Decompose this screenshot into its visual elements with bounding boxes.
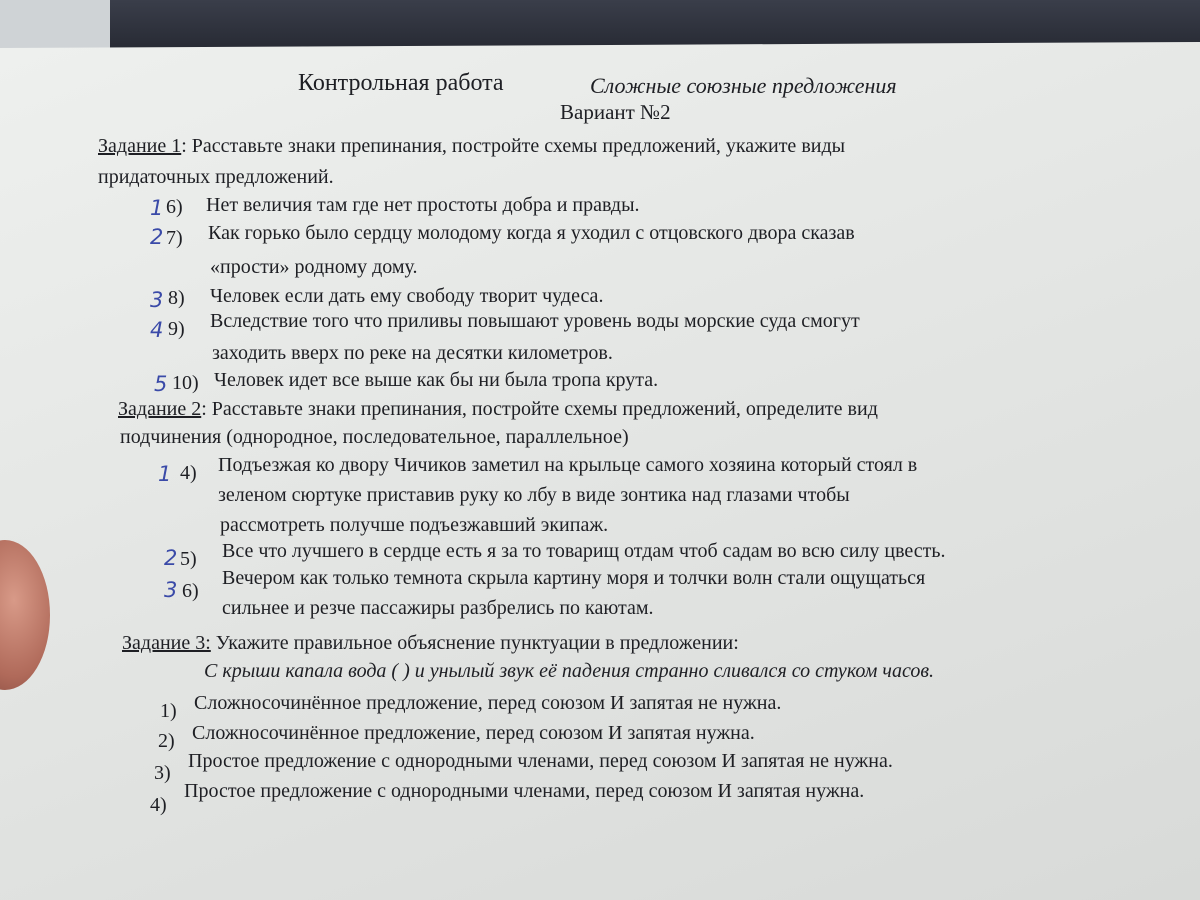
list-item-num: 6) <box>166 196 183 218</box>
handwritten-mark: 2 <box>150 225 164 249</box>
task2-instruction-text: : Расставьте знаки препинания, постройте схемы предложений, определите вид <box>201 398 878 420</box>
option-text: Сложносочинённое предложение, перед союзом И запятая нужна. <box>192 722 755 744</box>
list-item-text: Человек идет все выше как бы ни была тропа крута. <box>214 369 659 391</box>
option-text: Простое предложение с однородными членами, перед союзом И запятая не нужна. <box>188 750 893 772</box>
handwritten-mark: 2 <box>164 546 178 570</box>
list-item-text: Все что лучшего в сердце есть я за то товарищ отдам чтоб садам во всю силу цвесть. <box>222 540 946 562</box>
task1-instruction-cont: придаточных предложений. <box>98 166 334 188</box>
handwritten-mark: 1 <box>158 462 172 486</box>
task2-instruction <box>118 398 878 421</box>
doc-subtitle: Сложные союзные предложения <box>590 73 897 98</box>
list-item-num: 4) <box>180 462 197 484</box>
list-item-num: 5) <box>180 548 197 570</box>
list-item-text: Подъезжая ко двору Чичиков заметил на крыльце самого хозяина который стоял в <box>218 454 918 476</box>
option-num: 3) <box>154 762 171 784</box>
option-text: Сложносочинённое предложение, перед союзом И запятая не нужна. <box>194 692 782 714</box>
list-item-num: 7) <box>166 227 183 249</box>
list-item-text-cont: рассмотреть получше подъезжавший экипаж. <box>220 514 609 536</box>
option-num: 2) <box>158 730 175 752</box>
list-item-num: 10) <box>172 372 199 394</box>
list-item-text: Вечером как только темнота скрыла картину моря и толчки волн стали ощущаться <box>222 567 926 589</box>
task3-sentence: С крыши капала вода ( ) и унылый звук её падения странно сливался со стуком часов. <box>204 660 935 682</box>
list-item-text-cont: заходить вверх по реке на десятки километров. <box>212 342 613 364</box>
list-item-num: 6) <box>182 580 199 602</box>
option-text: Простое предложение с однородными членами, перед союзом И запятая нужна. <box>184 780 865 802</box>
list-item-text-cont: «прости» родному дому. <box>210 256 418 278</box>
doc-title: Контрольная работа <box>298 70 504 96</box>
handwritten-mark: 3 <box>164 578 178 602</box>
task1-instruction <box>98 135 845 158</box>
list-item-text: Нет величия там где нет простоты добра и правды. <box>206 194 640 216</box>
list-item-text-cont: сильнее и резче пассажиры разбрелись по каютам. <box>222 597 654 619</box>
list-item-text: Как горько было сердцу молодому когда я уходил с отцовского двора сказав <box>208 222 855 244</box>
task2-instruction-cont: подчинения (однородное, последовательное, параллельное) <box>120 426 629 448</box>
list-item-num: 8) <box>168 287 185 309</box>
handwritten-mark: 5 <box>154 372 168 396</box>
list-item-text: Вследствие того что приливы повышают уровень воды морские суда смогут <box>210 310 860 332</box>
option-num: 1) <box>160 700 177 722</box>
list-item-text-cont: зеленом сюртуке приставив руку ко лбу в виде зонтика над глазами чтобы <box>218 484 850 506</box>
handwritten-mark: 1 <box>150 196 164 220</box>
task2-label: Задание 2 <box>118 398 202 420</box>
task1-instruction-text: : Расставьте знаки препинания, постройте схемы предложений, укажите виды <box>181 135 846 157</box>
handwritten-mark: 4 <box>150 318 164 342</box>
handwritten-mark: 3 <box>150 288 164 312</box>
option-num: 4) <box>150 794 167 816</box>
task3-label: Задание 3: <box>122 632 211 654</box>
list-item-text: Человек если дать ему свободу творит чудеса. <box>210 285 604 307</box>
variant-label: Вариант №2 <box>560 100 671 124</box>
task3-instruction-text: Укажите правильное объяснение пунктуации в предложении: <box>210 632 739 654</box>
list-item-num: 9) <box>168 318 185 340</box>
task3-instruction <box>122 632 739 655</box>
task1-label: Задание 1 <box>98 135 182 157</box>
